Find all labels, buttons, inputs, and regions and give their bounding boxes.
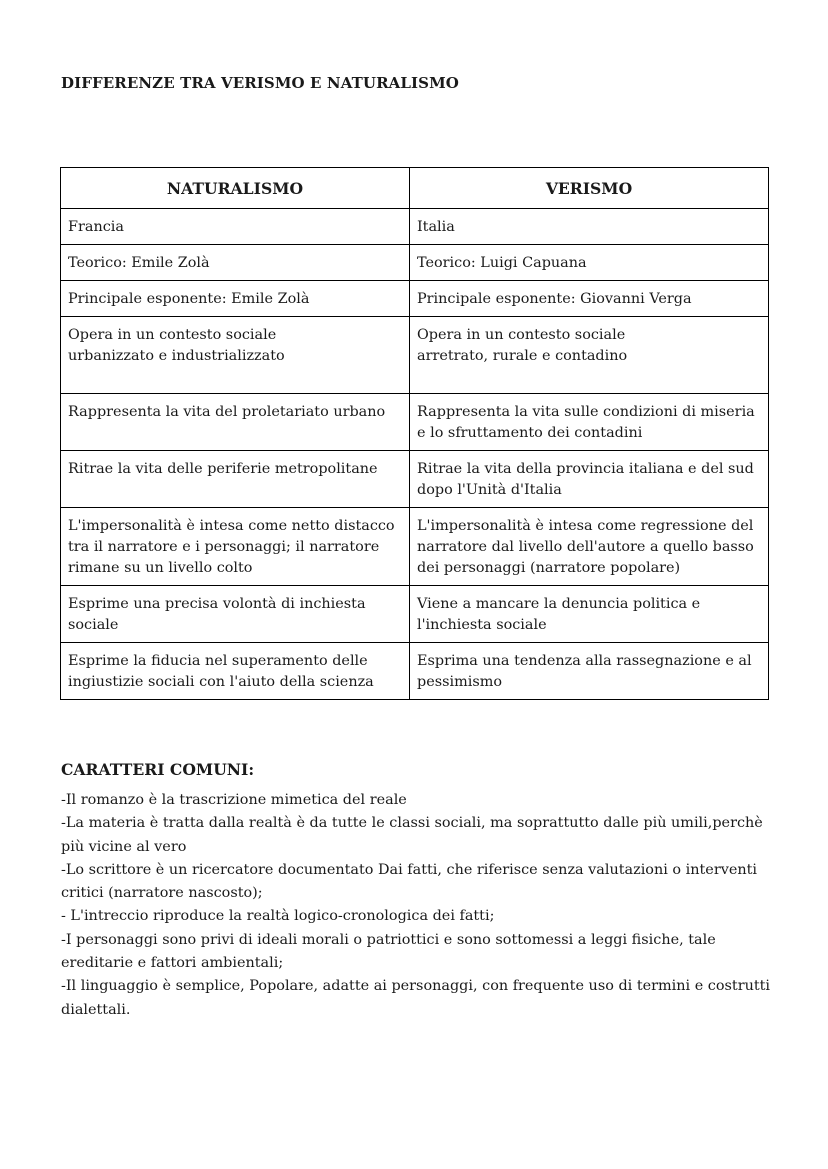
cell-naturalismo	[61, 643, 410, 700]
cell-text: Esprime una precisa volontà di inchiesta sociale	[68, 596, 366, 633]
cell-naturalismo	[61, 281, 410, 317]
section-title-common-traits: CARATTERI COMUNI:	[61, 760, 255, 779]
list-item: -Il linguaggio è semplice, Popolare, adatte ai personaggi, con frequente uso di termini e costrutti dialettali.	[61, 978, 771, 1018]
table-row	[61, 586, 769, 643]
cell-text: Italia	[417, 219, 455, 235]
cell-verismo	[410, 281, 769, 317]
cell-naturalismo	[61, 245, 410, 281]
cell-text: Rappresenta la vita del proletariato urbano	[68, 404, 386, 420]
cell-naturalismo	[61, 394, 410, 451]
cell-verismo	[410, 508, 769, 586]
comparison-table	[60, 167, 769, 700]
cell-verismo	[410, 317, 769, 394]
cell-text: Opera in un contesto sociale arretrato, rurale e contadino	[417, 327, 628, 364]
cell-verismo	[410, 451, 769, 508]
list-item: -La materia è tratta dalla realtà è da tutte le classi sociali, ma soprattutto dalle più umili,perchè più vicine al vero	[61, 815, 763, 855]
common-traits-list	[61, 789, 773, 1022]
table-header-row	[61, 168, 769, 209]
cell-naturalismo	[61, 317, 410, 394]
cell-verismo	[410, 643, 769, 700]
table-row	[61, 209, 769, 245]
cell-verismo	[410, 209, 769, 245]
table-row	[61, 245, 769, 281]
list-item: -I personaggi sono privi di ideali morali o patriottici e sono sottomessi a leggi fisiche, tale ereditarie e fattori ambientali;	[61, 931, 716, 972]
table-row	[61, 281, 769, 317]
page-title: DIFFERENZE TRA VERISMO E NATURALISMO	[61, 74, 459, 92]
header-verismo: VERISMO	[410, 168, 769, 209]
list-item: -Il romanzo è la trascrizione mimetica del reale	[61, 792, 407, 808]
list-item: -Lo scrittore è un ricercatore documentato Dai fatti, che riferisce senza valutazioni o interventi critici (narratore nascosto);	[61, 861, 757, 902]
cell-text: L'impersonalità è intesa come netto distacco tra il narratore e i personaggi; il narratore rimane su un livello colto	[68, 518, 395, 576]
cell-text: Esprima una tendenza alla rassegnazione e al pessimismo	[417, 653, 752, 690]
table-row	[61, 643, 769, 700]
cell-text: Ritrae la vita delle periferie metropolitane	[68, 461, 378, 477]
cell-text: Viene a mancare la denuncia politica e l'inchiesta sociale	[417, 596, 701, 633]
cell-text: Opera in un contesto sociale urbanizzato e industrializzato	[68, 327, 285, 364]
cell-verismo	[410, 394, 769, 451]
table-row	[61, 451, 769, 508]
cell-text: L'impersonalità è intesa come regressione del narratore dal livello dell'autore a quello basso dei personaggi (narratore popolare)	[417, 518, 754, 576]
cell-text: Teorico: Emile Zolà	[68, 255, 210, 271]
table-row	[61, 317, 769, 394]
cell-text: Teorico: Luigi Capuana	[417, 255, 587, 271]
cell-text: Rappresenta la vita sulle condizioni di miseria e lo sfruttamento dei contadini	[417, 404, 755, 441]
cell-naturalismo	[61, 209, 410, 245]
table-row	[61, 508, 769, 586]
cell-verismo	[410, 245, 769, 281]
cell-text: Principale esponente: Emile Zolà	[68, 291, 310, 307]
cell-text: Esprime la fiducia nel superamento delle ingiustizie sociali con l'aiuto della scienza	[68, 653, 374, 690]
cell-naturalismo	[61, 451, 410, 508]
table-row	[61, 394, 769, 451]
header-naturalismo: NATURALISMO	[61, 168, 410, 209]
cell-text: Ritrae la vita della provincia italiana e del sud dopo l'Unità d'Italia	[417, 461, 754, 498]
list-item: - L'intreccio riproduce la realtà logico-cronologica dei fatti;	[61, 908, 495, 925]
cell-naturalismo	[61, 586, 410, 643]
cell-text: Principale esponente: Giovanni Verga	[417, 291, 692, 307]
cell-text: Francia	[68, 219, 124, 235]
cell-verismo	[410, 586, 769, 643]
cell-naturalismo	[61, 508, 410, 586]
